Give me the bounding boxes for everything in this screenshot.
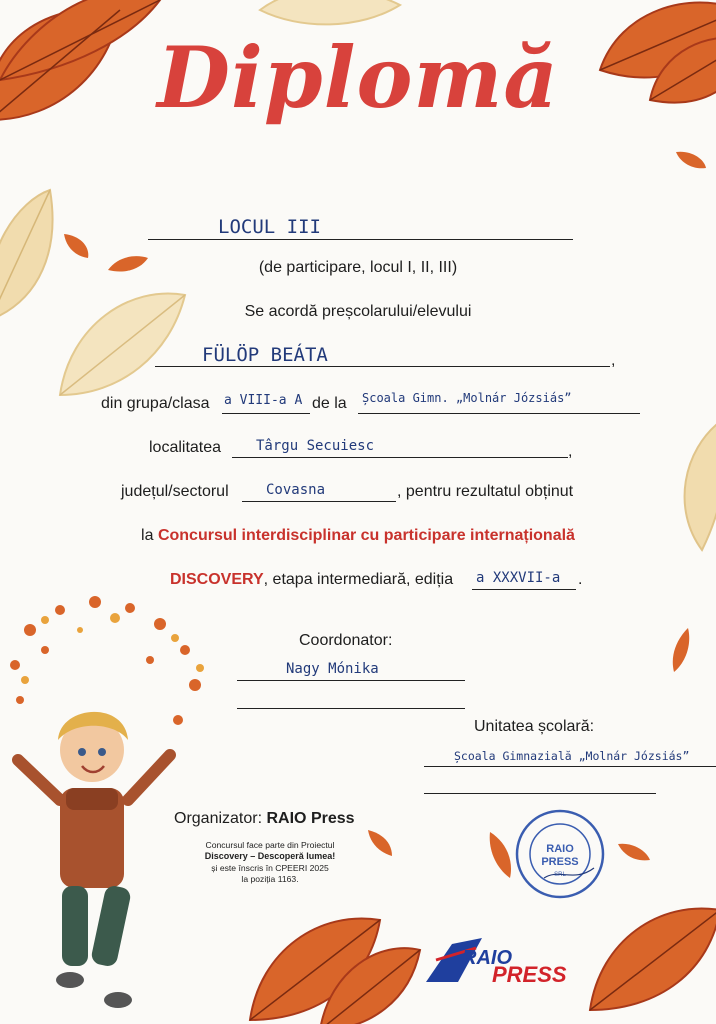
svg-text:SRL: SRL	[554, 872, 566, 878]
boy-with-leaves-illustration	[0, 590, 215, 1024]
awarded-to-label: Se acordă preșcolarului/elevului	[244, 303, 472, 320]
coordinator-underline	[237, 680, 465, 681]
svg-text:RAIO: RAIO	[546, 843, 574, 855]
diploma-title: Diplomă	[157, 28, 559, 127]
discovery-line	[170, 571, 453, 589]
comma-1: ,	[611, 352, 616, 369]
pale-leaf-decoration-top-center	[260, 0, 400, 30]
coordinator-underline-2	[237, 708, 465, 709]
class-underline	[222, 413, 310, 414]
contest-line	[0, 527, 716, 545]
comma-2: ,	[568, 443, 573, 460]
school-unit-value: Școala Gimnazială „Molnár Józsiás”	[454, 749, 690, 763]
contest-prefix: la	[141, 527, 154, 544]
student-name: FÜLÖP BEÁTA	[202, 344, 328, 366]
project-note	[172, 840, 368, 885]
small-leaf-decoration-1	[62, 232, 92, 262]
place-hint: (de participare, locul I, II, III)	[258, 259, 458, 276]
coordinator-value: Nagy Mónika	[286, 661, 379, 677]
note-line-3: și este înscris în CPEERI 2025	[211, 862, 329, 873]
county-value: Covasna	[266, 482, 326, 498]
leaf-decoration-bottom-center	[240, 890, 420, 1024]
small-leaf-decoration-6	[616, 840, 652, 864]
county-label: județul/sectorul	[121, 483, 229, 500]
leaf-decoration-bottom-right	[580, 890, 716, 1024]
school-value: Școala Gimn. „Molnár Józsiás”	[362, 391, 572, 405]
school-unit-underline-2	[424, 793, 656, 794]
small-leaf-decoration-4	[668, 626, 692, 674]
svg-text:RAIO: RAIO	[462, 947, 512, 969]
contest-name: Concursul interdisciplinar cu participare internațională	[157, 527, 575, 544]
official-stamp	[514, 808, 606, 900]
period: .	[578, 571, 583, 588]
class-label: din grupa/clasa	[101, 395, 210, 412]
svg-text:PRESS: PRESS	[541, 856, 579, 868]
school-unit-label: Unitatea școlară:	[474, 718, 595, 735]
place-underline	[148, 239, 573, 240]
small-leaf-decoration-7	[366, 828, 394, 858]
svg-text:PRESS: PRESS	[492, 962, 567, 987]
organizer-value: RAIO Press	[266, 810, 355, 827]
discovery-name: DISCOVERY	[170, 571, 264, 588]
school-prefix: de la	[312, 395, 347, 412]
result-text: , pentru rezultatul obținut	[397, 483, 574, 500]
note-line-4: la poziția 1163.	[241, 874, 299, 885]
organizer-label: Organizator:	[174, 810, 263, 827]
locality-underline	[232, 457, 568, 458]
coordinator-label: Coordonator:	[299, 632, 393, 649]
county-underline	[242, 501, 396, 502]
place-value: LOCUL III	[218, 216, 321, 238]
edition-value: a XXXVII-a	[476, 570, 561, 586]
student-name-underline	[155, 366, 610, 367]
small-leaf-decoration-5	[486, 830, 516, 880]
note-line-1: Concursul face parte din Proiectul	[205, 840, 335, 850]
locality-label: localitatea	[149, 439, 222, 456]
raio-press-logo	[422, 930, 582, 990]
small-leaf-decoration-3	[674, 148, 708, 172]
edition-underline	[472, 589, 576, 590]
note-line-2: Discovery – Descoperă lumea!	[204, 851, 336, 862]
organizer-line	[174, 810, 355, 828]
locality-value: Târgu Secuiesc	[256, 438, 375, 454]
school-unit-underline	[424, 766, 716, 767]
stage-text: , etapa intermediară, ediția	[263, 571, 454, 588]
school-underline	[358, 413, 640, 414]
class-value: a VIII-a A	[224, 393, 303, 408]
